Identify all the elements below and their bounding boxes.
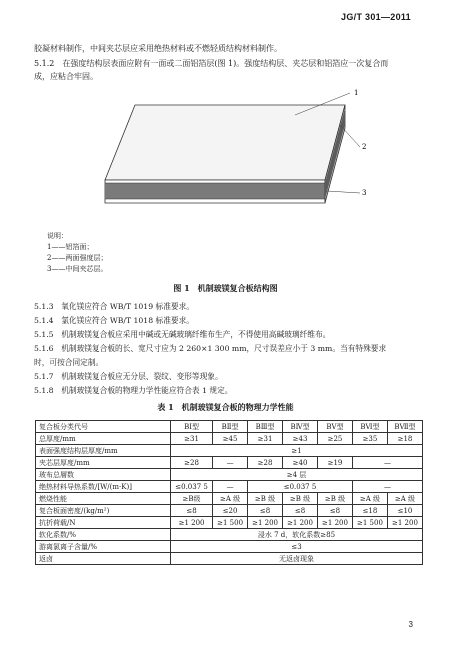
table-cell: 浸水 7 d，软化系数≥85 <box>171 529 423 541</box>
table-cell: ≤18 <box>352 505 387 517</box>
table-cell: ≤3 <box>171 541 423 553</box>
clause-5-1-2-line2: 成，应粘合牢固。 <box>34 72 98 81</box>
table-cell: — <box>352 481 422 493</box>
table-cell: ≥B级 <box>171 493 213 505</box>
table-cell: ≥1 200 <box>248 517 283 529</box>
table-cell: ≥28 <box>171 457 213 469</box>
table-cell: ≥B 级 <box>318 493 353 505</box>
table-row <box>36 529 423 541</box>
table-cell: ≥35 <box>352 433 387 445</box>
table-cell: — <box>352 457 422 469</box>
table-cell: ≥1 200 <box>387 517 422 529</box>
row-label: 夹芯层厚度/mm <box>36 457 171 469</box>
table-cell: ≥31 <box>171 433 213 445</box>
table-cell: ≥19 <box>318 457 353 469</box>
header-cell: BⅠ型 <box>171 421 213 433</box>
legend-item-3: 3——中间夹芯层。 <box>47 265 108 273</box>
clause-5-1-5: 5.1.5 机制玻镁复合板应采用中碱或无碱玻璃纤维布生产，不得使用高碱玻璃纤维布。 <box>34 330 331 339</box>
callout-1: 1 <box>354 89 359 97</box>
table-cell: ≤20 <box>213 505 248 517</box>
clause-5-1-6-line2: 时，可按合同定制。 <box>34 358 104 367</box>
table-cell: ≥B 级 <box>283 493 318 505</box>
table-cell: ≥18 <box>387 433 422 445</box>
table-cell: 无返卤现象 <box>171 553 423 565</box>
table-row <box>36 517 423 529</box>
figure-caption: 图 1 机制玻镁复合板结构图 <box>173 283 278 293</box>
header-cell: BⅡ型 <box>213 421 248 433</box>
table-cell: ≥1 200 <box>171 517 213 529</box>
table-cell: ≥1 200 <box>283 517 318 529</box>
row-label: 抗折荷载/N <box>36 517 171 529</box>
table-cell: ≥25 <box>318 433 353 445</box>
header-cell: 复合板分类代号 <box>36 421 171 433</box>
clause-5-1-2-line1: 5.1.2 在强度结构层表面应附有一面或二面铝箔层(图 1)。强度结构层、夹芯层和铝箔应一次复合而 <box>34 59 389 68</box>
callout-2: 2 <box>362 143 367 151</box>
clause-5-1-4: 5.1.4 氯化镁应符合 WB/T 1018 标准要求。 <box>34 316 194 325</box>
row-label: 软化系数/% <box>36 529 171 541</box>
legend-title: 说明： <box>47 232 68 240</box>
row-label: 燃烧性能 <box>36 493 171 505</box>
table-cell: ≥A 级 <box>213 493 248 505</box>
table-row <box>36 481 423 493</box>
table-cell: ≥1 200 <box>318 517 353 529</box>
table-cell: ≥1 <box>171 445 423 457</box>
clause-5-1-8: 5.1.8 机制玻镁复合板的物理力学性能应符合表 1 规定。 <box>34 386 233 395</box>
table-cell: ≥28 <box>248 457 283 469</box>
legend-item-1: 1——铝箔面； <box>47 243 94 251</box>
row-label: 总厚度/mm <box>36 433 171 445</box>
header-cell: BⅢ型 <box>248 421 283 433</box>
properties-table <box>35 420 423 565</box>
table-cell: ≥A 级 <box>352 493 387 505</box>
table-cell: ≥43 <box>283 433 318 445</box>
table-cell: ≤0.037 5 <box>171 481 213 493</box>
header-cell: BⅥ型 <box>352 421 387 433</box>
callout-3-leader <box>327 191 360 193</box>
table-cell: ≤10 <box>387 505 422 517</box>
table-cell: ≥45 <box>213 433 248 445</box>
table-row <box>36 541 423 553</box>
table-header-row <box>36 421 423 433</box>
table-cell: ≥40 <box>283 457 318 469</box>
row-label: 游离氯离子含量/% <box>36 541 171 553</box>
row-label: 返卤 <box>36 553 171 565</box>
table-caption: 表 1 机制玻镁复合板的物理力学性能 <box>157 402 294 412</box>
paragraph-continued: 胶凝材料制作，中间夹芯层应采用绝热材料或不燃轻质结构材料制作。 <box>34 44 282 53</box>
table-cell: ≤8 <box>171 505 213 517</box>
clause-5-1-3: 5.1.3 氧化镁应符合 WB/T 1019 标准要求。 <box>34 302 194 311</box>
row-label: 复合板面密度/(kg/m²) <box>36 505 171 517</box>
table-cell: ≤0.037 5 <box>248 481 353 493</box>
page-number: 3 <box>408 620 413 629</box>
table-cell: ≥1 500 <box>213 517 248 529</box>
table-row <box>36 433 423 445</box>
table-cell: ≥A 级 <box>387 493 422 505</box>
clause-5-1-6-line1: 5.1.6 机制玻镁复合板的长、宽尺寸应为 2 260×1 300 mm，尺寸误差应小于 3 mm。当有特殊要求 <box>34 344 387 353</box>
table-row <box>36 505 423 517</box>
table-cell: ≥31 <box>248 433 283 445</box>
row-label: 表面强度结构层厚度/mm <box>36 445 171 457</box>
table-cell: ≤8 <box>283 505 318 517</box>
board-top-face <box>105 105 345 180</box>
row-label: 绝热材料导热系数/[W/(m·K)] <box>36 481 171 493</box>
table-cell: ≥B 级 <box>248 493 283 505</box>
header-cell: BⅣ型 <box>283 421 318 433</box>
table-row <box>36 553 423 565</box>
table-cell: ≤8 <box>318 505 353 517</box>
composite-board-diagram <box>95 85 375 225</box>
clause-5-1-7: 5.1.7 机制玻镁复合板应无分层、裂纹、变形等现象。 <box>34 372 223 381</box>
table-cell: ≤8 <box>248 505 283 517</box>
table-row <box>36 445 423 457</box>
table-cell: ≥4 层 <box>171 469 423 481</box>
table-row <box>36 493 423 505</box>
board-core-layer <box>105 183 325 199</box>
legend-item-2: 2——两面强度层； <box>47 254 108 262</box>
callout-3: 3 <box>362 189 367 197</box>
row-label: 玻布总層数 <box>36 469 171 481</box>
table-cell: — <box>213 481 248 493</box>
table-cell: — <box>213 457 248 469</box>
table-cell: ≥1 500 <box>352 517 387 529</box>
standard-code: JG/T 301—2011 <box>341 12 411 22</box>
table-row <box>36 469 423 481</box>
header-cell: BⅤ型 <box>318 421 353 433</box>
table-row <box>36 457 423 469</box>
header-cell: BⅦ型 <box>387 421 422 433</box>
